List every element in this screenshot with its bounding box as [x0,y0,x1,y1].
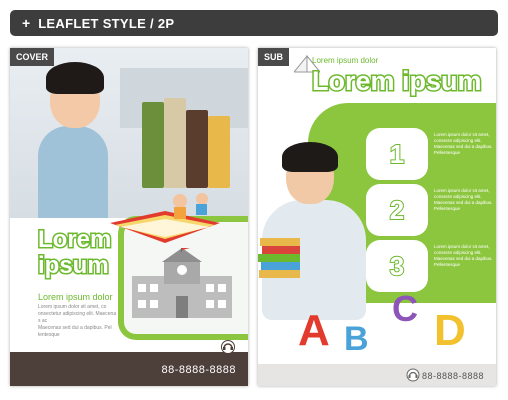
sub-title-big: Lorem ipsum [312,66,482,96]
school-building-illustration [132,248,232,318]
cover-page [10,48,248,386]
body-line: s ac [38,318,48,324]
book [208,116,230,188]
book-stack [262,246,300,254]
boy-hair [282,142,338,172]
page-title: LEAFLET STYLE / 2P [38,15,175,31]
sub-phone: 88-8888-8888 [421,371,484,381]
child-hair [46,62,104,94]
headset-icon [406,368,420,382]
book-stack [261,262,300,270]
book [164,98,186,188]
item-number: 3 [389,250,405,281]
body-line: onsectetur adipiscing elit. Maecena [38,311,117,317]
cover-body-text [38,304,128,339]
item-3-box [366,240,428,292]
letter-a: A [298,306,330,355]
letter-d: D [434,306,466,355]
letter-c: C [392,288,418,329]
headset-icon [220,340,236,354]
body-line: lentesque [38,332,60,338]
item-2-box [366,184,428,236]
cover-phone: 88-8888-8888 [161,364,236,376]
book-stack [260,238,300,246]
item-1-text: Lorem ipsum dolor sit amet, consecte adipiscing elit. Maecenas sed dui a dapibus. Pellentesque [434,132,493,155]
item-1-box [366,128,428,180]
book [186,110,208,188]
book-stack [258,254,300,262]
item-number: 1 [389,138,405,169]
open-book-illustration [110,193,220,248]
sub-page [258,48,496,386]
cover-subheading: Lorem ipsum dolor [38,292,113,302]
body-line: Maecenas sed dui a dapibus. Pel [38,325,112,331]
plus-icon: + [22,15,31,31]
item-2-text: Lorem ipsum dolor sit amet, consecte adipiscing elit. Maecenas sed dui a dapibus. Pellentesque [434,188,493,211]
item-3-text: Lorem ipsum dolor sit amet, consecte adipiscing elit. Maecenas sed dui a dapibus. Pellentesque [434,244,493,267]
letter-b: B [344,320,369,358]
book [142,102,164,188]
child-body [38,126,108,218]
header-bar [10,10,498,36]
sub-footer [258,364,496,386]
cover-heading-line1: Lorem [38,226,112,253]
body-line: Lorem ipsum dolor sit amet, co [38,304,107,310]
book-stack [259,270,300,278]
item-number: 2 [389,194,405,225]
cover-heading-line2: ipsum [38,252,109,279]
cover-footer [10,352,248,386]
sub-tag: SUB [258,48,289,66]
cover-tag: COVER [10,48,54,66]
sub-title-small: Lorem ipsum dolor [312,56,379,65]
